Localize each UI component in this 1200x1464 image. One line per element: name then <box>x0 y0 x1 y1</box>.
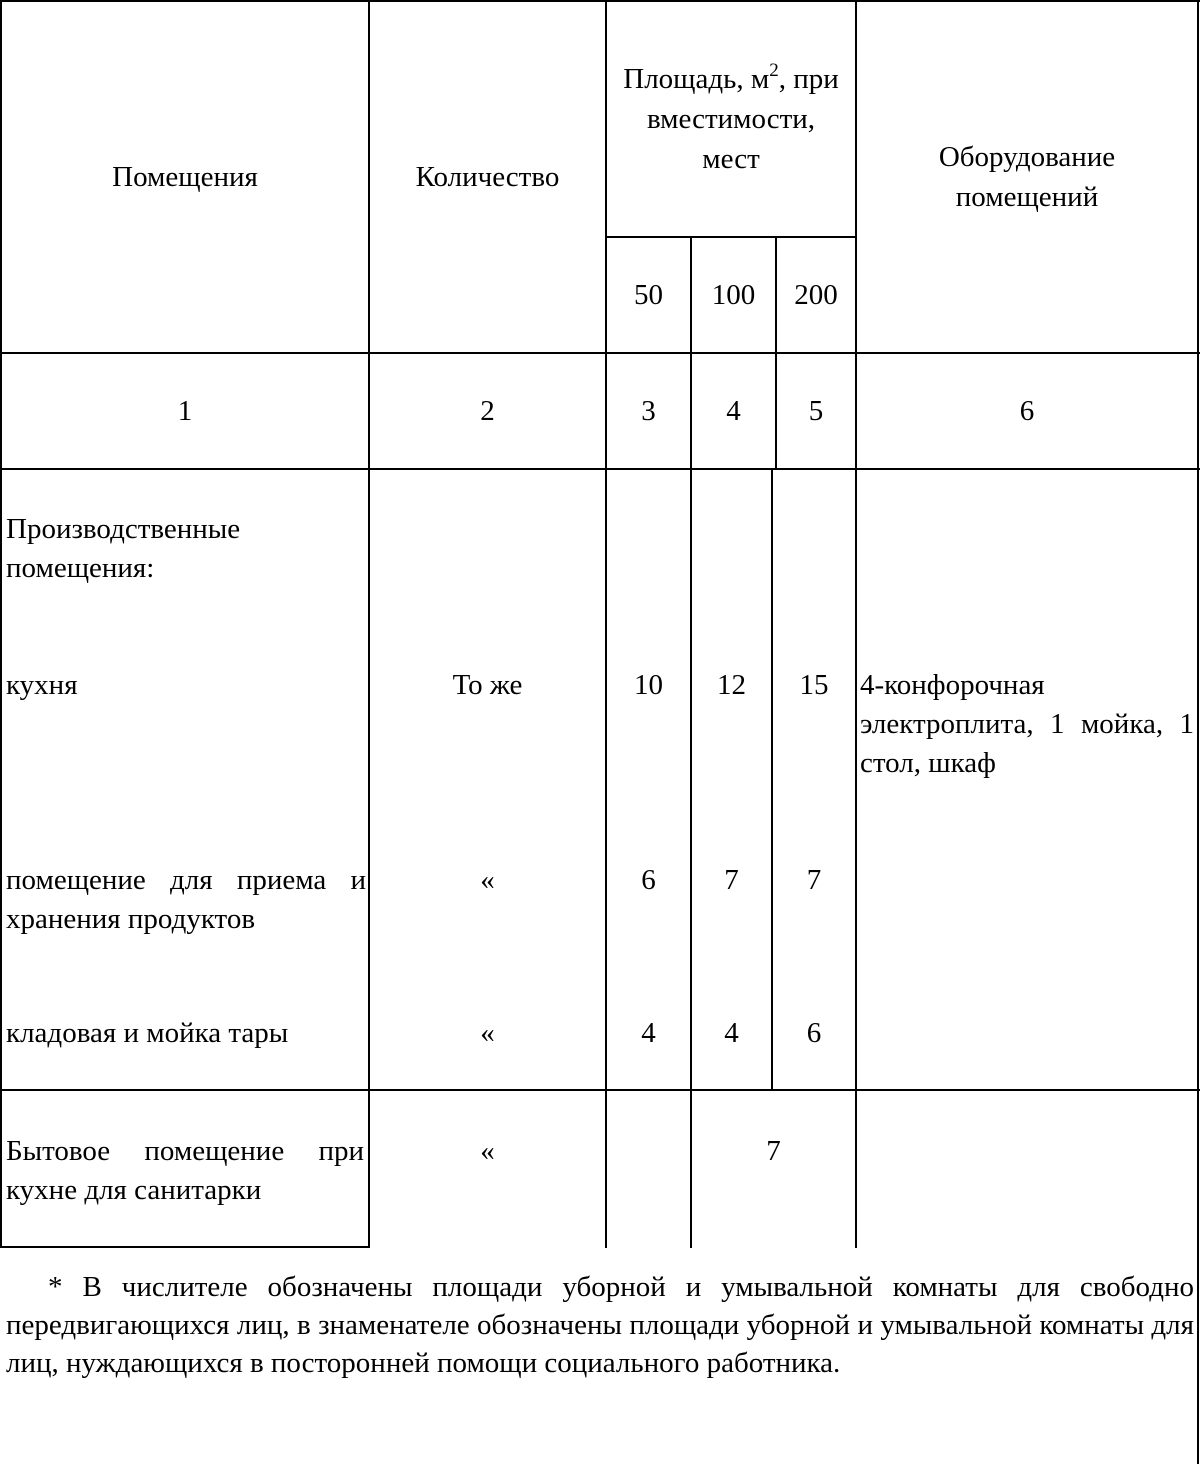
column-number-5: 5 <box>808 395 824 427</box>
column-number-2: 2 <box>480 395 495 427</box>
row-kitchen-area-50: 10 <box>634 669 663 701</box>
row-storage-quantity: « <box>480 864 495 896</box>
row-pantry-room: кладовая и мойка тары <box>6 1017 289 1049</box>
header-quantity: Количество <box>415 161 560 193</box>
production-section-bottom-border <box>0 1089 1200 1091</box>
column-number-4: 4 <box>726 395 741 427</box>
footnote: * В числителе обозначены площади уборной и умывальной комнаты для свободно передвигающихся лиц, в знаменателе обозначены площади уборной и умывальной комнаты для лиц, нуждающихся в посторонней помощи социального работника. <box>6 1271 1194 1379</box>
row-kitchen-room: кухня <box>6 669 78 701</box>
header-capacity-100: 100 <box>711 279 756 311</box>
row-storage-area-100: 7 <box>724 864 739 896</box>
row-kitchen-quantity: То же <box>452 669 523 701</box>
header-equipment: Оборудование помещений <box>938 141 1116 213</box>
header-capacity-50: 50 <box>634 279 663 311</box>
household-row-bottom-border <box>0 1246 370 1248</box>
column-divider-4-lower <box>771 470 773 1091</box>
row-pantry-area-200: 6 <box>806 1017 822 1049</box>
row-storage-room: помещение для приема и хранения продуктов <box>6 864 366 935</box>
row-kitchen-equipment: 4-конфорочная электроплита, 1 мойка, 1 стол, шкаф <box>860 669 1194 779</box>
header-area: Площадь, $м^2$, при вместимости, мест <box>623 60 839 175</box>
row-kitchen-area-200: 15 <box>799 669 829 701</box>
column-number-3: 3 <box>641 395 656 427</box>
column-number-6: 6 <box>1019 395 1035 427</box>
row-pantry-area-50: 4 <box>641 1017 656 1049</box>
number-row-bottom-border <box>0 468 1200 470</box>
row-pantry-area-100: 4 <box>724 1017 739 1049</box>
row-household-room: Бытовое помещение при кухне для санитарки <box>6 1135 364 1206</box>
row-kitchen-area-100: 12 <box>717 669 746 701</box>
header-capacity-200: 200 <box>794 279 838 311</box>
row-pantry-quantity: « <box>480 1017 495 1049</box>
section-heading: Производственные помещения: <box>6 513 241 584</box>
row-household-quantity: « <box>480 1135 495 1167</box>
row-household-area: 7 <box>766 1135 781 1167</box>
column-number-1: 1 <box>177 395 193 427</box>
row-storage-area-200: 7 <box>806 864 822 896</box>
row-storage-area-50: 6 <box>641 864 656 896</box>
table-border-right <box>1197 0 1199 1464</box>
header-rooms: Помещения <box>112 161 258 193</box>
